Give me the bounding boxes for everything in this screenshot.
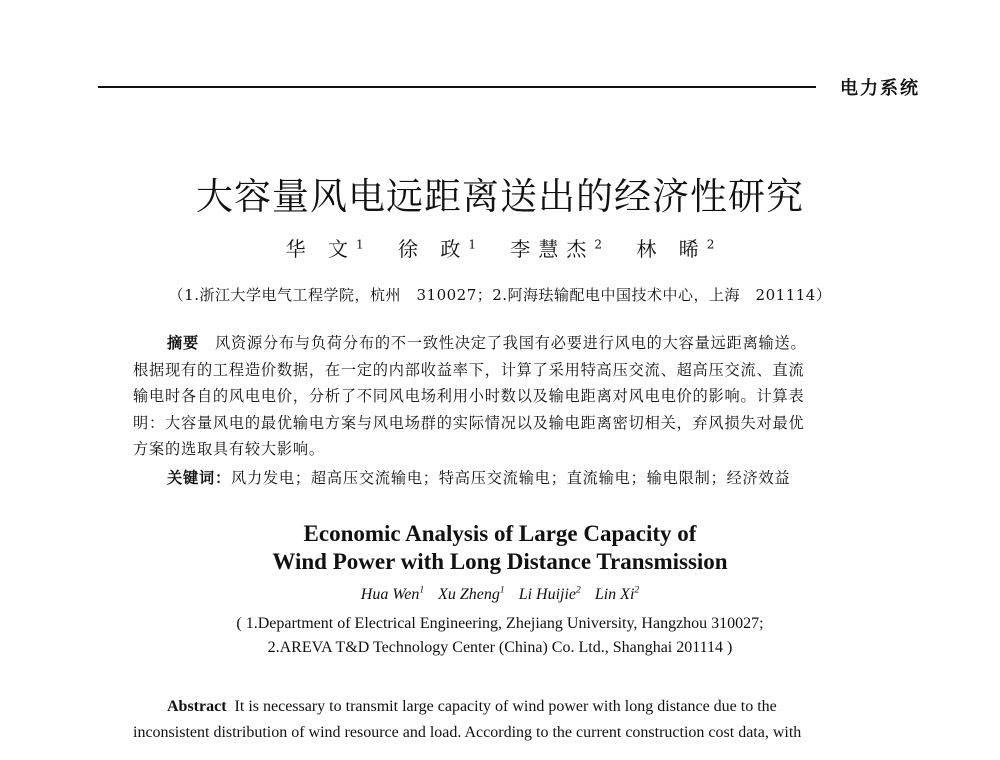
en-title-line: Economic Analysis of Large Capacity of: [303, 521, 697, 546]
journal-name: 电力系统: [840, 78, 920, 99]
cn-abstract-label: 摘要: [167, 334, 199, 352]
cn-author: 林 晞$^2$: [636, 237, 715, 261]
en-affiliation: [0, 612, 1000, 660]
cn-abstract: [133, 330, 890, 463]
en-affiliation-line: 2.AREVA T&D Technology Center (China) Co. Ltd., Shanghai 201114 ): [267, 639, 733, 656]
en-author: Xu Zheng$^1$: [438, 585, 505, 604]
cn-paper-title: 大容量风电远距离送出的经济性研究: [196, 175, 804, 218]
cn-affiliation: （1.浙江大学电气工程学院，杭州 310027；2.阿海珐输配电中国技术中心，上海 201114）: [168, 286, 832, 304]
header-rule: [98, 86, 816, 88]
en-abstract-line: Abstract It is necessary to transmit large capacity of wind power with long distance due to the: [167, 698, 777, 715]
cn-abstract-line: 输电时各自的风电电价，分析了不同风电场利用小时数以及输电距离对风电电价的影响。计算表: [133, 387, 805, 405]
running-header: [98, 74, 920, 100]
cn-abstract-line: 明：大容量风电的最优输电方案与风电场群的实际情况以及输电距离密切相关，弃风损失对最优: [133, 413, 805, 432]
en-author: Li Huijie$^2$: [518, 585, 581, 604]
en-paper-title: [0, 520, 1000, 576]
en-author: Lin Xi$^2$: [594, 585, 640, 604]
cn-keywords-text: 风力发电；超高压交流输电；特高压交流输电；直流输电；输电限制；经济效益: [230, 469, 791, 487]
en-abstract: [133, 694, 890, 746]
en-author-list: [0, 585, 1000, 604]
cn-author: 李慧杰$^2$: [510, 237, 602, 261]
en-author: Hua Wen$^1$: [360, 585, 425, 604]
en-abstract-label: Abstract: [167, 698, 227, 715]
cn-author-list: [0, 233, 1000, 262]
cn-abstract-line: 根据现有的工程造价数据，在一定的内部收益率下，计算了采用特高压交流、超高压交流、直流: [133, 360, 805, 379]
cn-abstract-line: 摘要 风资源分布与负荷分布的不一致性决定了我国有必要进行风电的大容量远距离输送。: [167, 334, 807, 352]
cn-author: 徐 政$^1$: [398, 237, 476, 261]
en-title-line: Wind Power with Long Distance Transmission: [272, 549, 728, 574]
cn-author: 华 文$^1$: [285, 237, 364, 261]
cn-abstract-line: 方案的选取具有较大影响。: [133, 440, 325, 458]
cn-keywords: [167, 467, 791, 488]
cn-keywords-label: 关键词：: [167, 469, 231, 487]
en-affiliation-line: ( 1.Department of Electrical Engineering, Zhejiang University, Hangzhou 310027;: [236, 615, 764, 632]
en-abstract-line: inconsistent distribution of wind resource and load. According to the current construction cost data, with: [133, 724, 802, 741]
